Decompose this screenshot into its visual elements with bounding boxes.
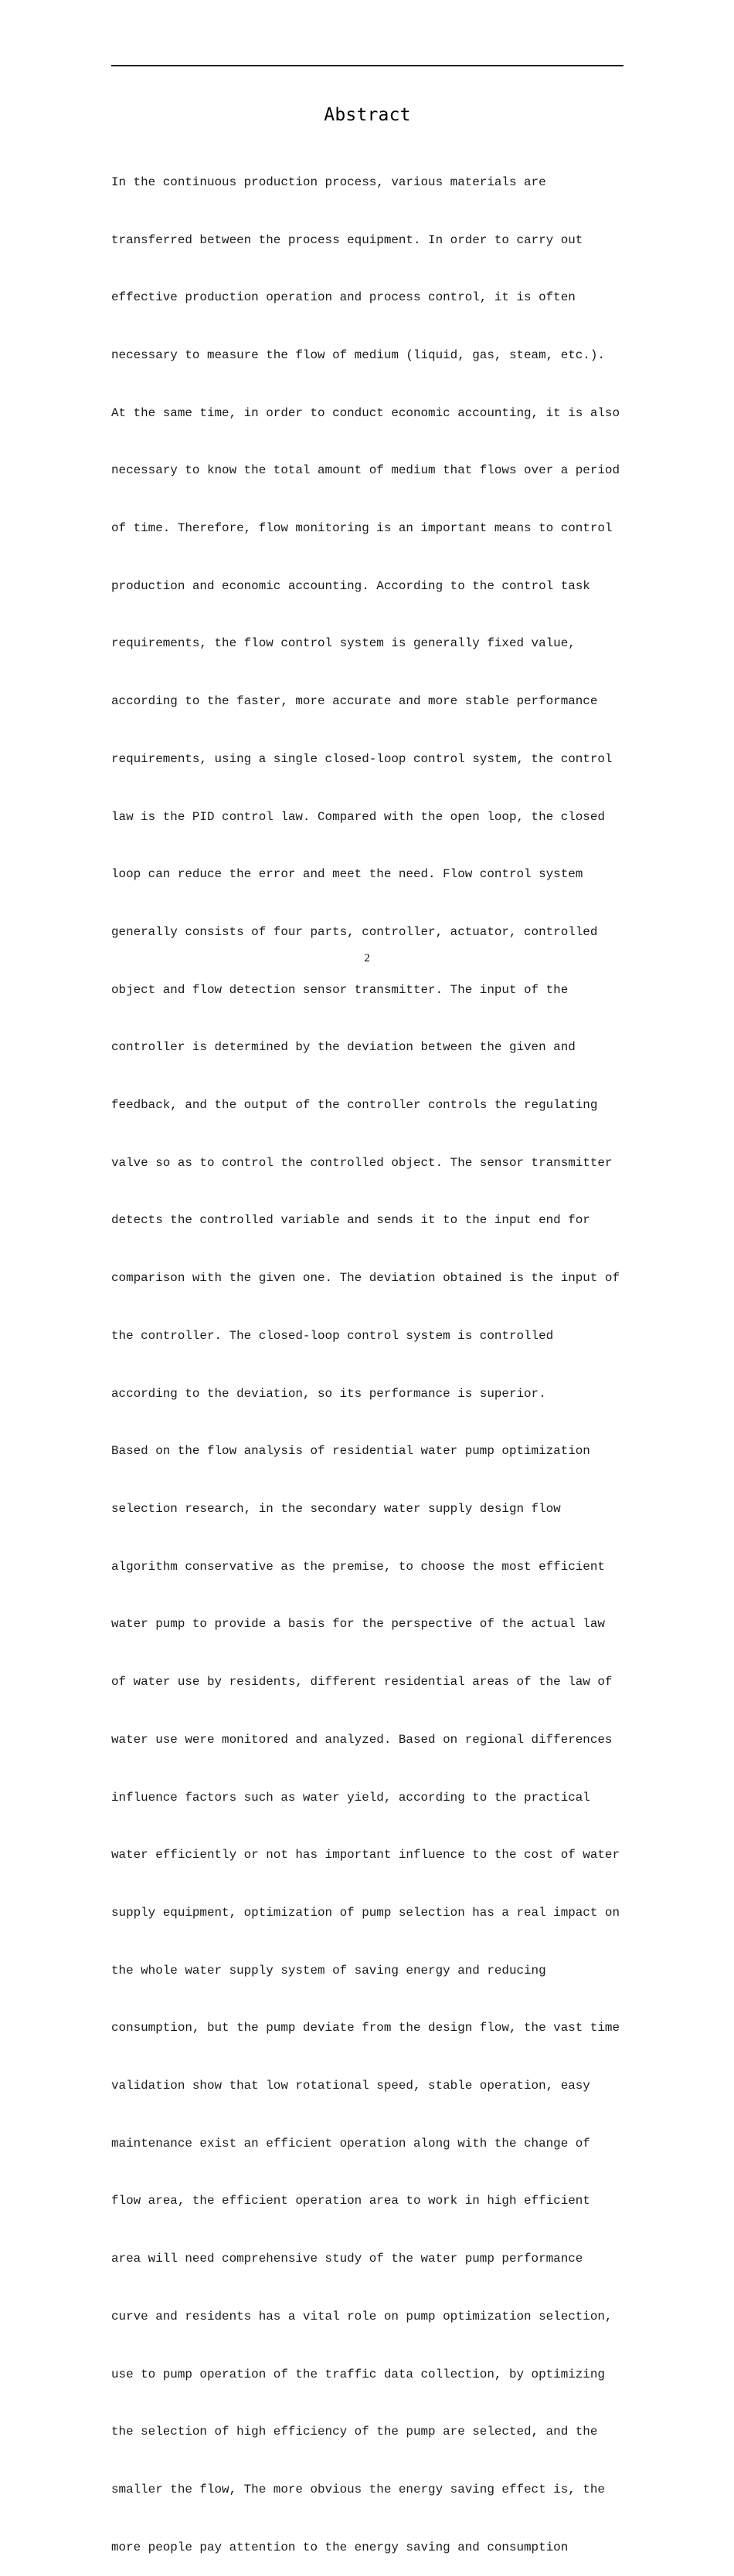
body-line: valve so as to control the controlled object. The sensor transmitter <box>111 1155 613 1170</box>
body-line: supply equipment, optimization of pump selection has a real impact on <box>111 1905 620 1920</box>
body-line: the whole water supply system of saving energy and reducing <box>111 1963 546 1978</box>
body-line: law is the PID control law. Compared with the open loop, the closed <box>111 809 605 824</box>
body-line: use to pump operation of the traffic data collection, by optimizing <box>111 2367 605 2381</box>
body-line: detects the controlled variable and sends it to the input end for <box>111 1213 590 1228</box>
body-line: validation show that low rotational speed, stable operation, easy <box>111 2079 590 2093</box>
body-line: flow area, the efficient operation area to work in high efficient <box>111 2194 590 2208</box>
body-line: smaller the flow, The more obvious the energy saving effect is, the <box>111 2482 605 2496</box>
body-line: object and flow detection sensor transmitter. The input of the <box>111 982 569 997</box>
body-line: controller is determined by the deviation between the given and <box>111 1040 576 1055</box>
body-line: In the continuous production process, various materials are <box>111 175 546 189</box>
body-line: At the same time, in order to conduct economic accounting, it is also <box>111 405 620 420</box>
body-line: loop can reduce the error and meet the need. Flow control system <box>111 867 583 882</box>
body-line: transferred between the process equipment. In order to carry out <box>111 232 583 247</box>
body-line: of water use by residents, different residential areas of the law of <box>111 1675 613 1690</box>
body-line: more people pay attention to the energy saving and consumption <box>111 2540 569 2554</box>
body-line: requirements, the flow control system is generally fixed value, <box>111 636 576 651</box>
body-line: the controller. The closed-loop control system is controlled <box>111 1328 554 1343</box>
body-line: generally consists of four parts, controller, actuator, controlled <box>111 924 598 939</box>
body-line: of time. Therefore, flow monitoring is an important means to control <box>111 521 613 536</box>
body-line: requirements, using a single closed-loop control system, the control <box>111 751 613 766</box>
abstract-body <box>111 134 637 2576</box>
body-line: water use were monitored and analyzed. Based on regional differences <box>111 1732 613 1747</box>
page-number: 2 <box>364 952 370 964</box>
body-line: necessary to measure the flow of medium (liquid, gas, steam, etc.). <box>111 347 605 362</box>
body-line: effective production operation and process control, it is often <box>111 290 576 305</box>
body-line: influence factors such as water yield, according to the practical <box>111 1790 590 1805</box>
body-line: algorithm conservative as the premise, to choose the most efficient <box>111 1559 605 1574</box>
page-title: Abstract <box>324 105 411 125</box>
body-line: production and economic accounting. According to the control task <box>111 578 590 593</box>
body-line: area will need comprehensive study of the water pump performance <box>111 2252 583 2266</box>
body-line: water pump to provide a basis for the perspective of the actual law <box>111 1617 605 1632</box>
body-line: the selection of high efficiency of the pump are selected, and the <box>111 2425 598 2439</box>
body-line: consumption, but the pump deviate from the design flow, the vast time <box>111 2021 620 2035</box>
body-line: according to the faster, more accurate and more stable performance <box>111 694 598 709</box>
header-rule <box>111 65 624 66</box>
body-line: necessary to know the total amount of medium that flows over a period <box>111 463 620 478</box>
body-line: selection research, in the secondary water supply design flow <box>111 1501 561 1516</box>
body-line: Based on the flow analysis of residential water pump optimization <box>111 1444 590 1459</box>
body-line: according to the deviation, so its performance is superior. <box>111 1386 546 1401</box>
body-line: feedback, and the output of the controller controls the regulating <box>111 1098 598 1113</box>
body-line: curve and residents has a vital role on pump optimization selection, <box>111 2309 613 2323</box>
body-line: water efficiently or not has important influence to the cost of water <box>111 1848 620 1863</box>
body-line: maintenance exist an efficient operation along with the change of <box>111 2136 590 2151</box>
body-line: comparison with the given one. The deviation obtained is the input of <box>111 1271 620 1286</box>
